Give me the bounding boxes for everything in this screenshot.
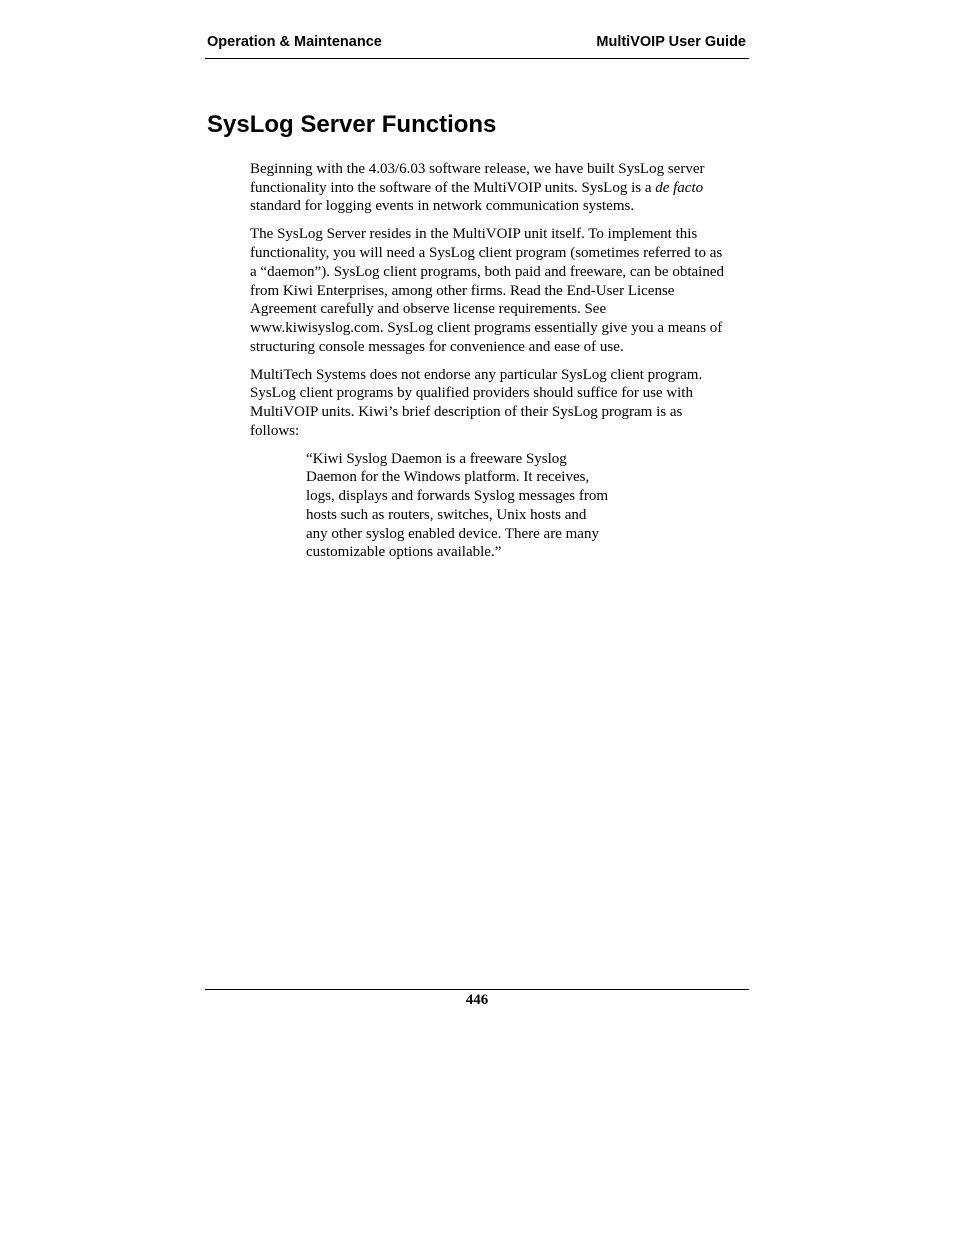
quote-line: customizable options available.”	[306, 544, 502, 561]
text-line: from Kiwi Enterprises, among other firms. Read the End-User License	[250, 282, 675, 299]
header-section-title: Operation & Maintenance	[207, 34, 382, 50]
quote-line: Daemon for the Windows platform. It receives,	[306, 469, 590, 486]
text-line: structuring console messages for convenience and ease of use.	[250, 338, 624, 355]
header-guide-title: MultiVOIP User Guide	[596, 34, 746, 50]
quote-line: any other syslog enabled device. There are many	[306, 525, 599, 542]
paragraph-endorsement	[250, 366, 750, 441]
text-run: functionality into the software of the MultiVOIP units. SysLog is a	[250, 179, 656, 196]
text-line: The SysLog Server resides in the MultiVOIP unit itself. To implement this	[250, 226, 698, 243]
quote-line: “Kiwi Syslog Daemon is a freeware Syslog	[306, 450, 567, 467]
text-line: MultiTech Systems does not endorse any particular SysLog client program.	[250, 366, 703, 383]
text-line: www.kiwisyslog.com. SysLog client programs essentially give you a means of	[250, 319, 723, 336]
text-line: Agreement carefully and observe license requirements. See	[250, 301, 607, 318]
italic-term: de facto	[655, 179, 704, 196]
quote-line: logs, displays and forwards Syslog messages from	[306, 488, 609, 505]
page-number: 446	[465, 992, 489, 1008]
text-line: MultiVOIP units. Kiwi’s brief description of their SysLog program is as	[250, 404, 683, 421]
text-line: functionality, you will need a SysLog client program (sometimes referred to as	[250, 245, 723, 262]
text-line: standard for logging events in network communication systems.	[250, 198, 635, 215]
text-line: follows:	[250, 422, 300, 439]
text-line: Beginning with the 4.03/6.03 software release, we have built SysLog server	[250, 161, 705, 177]
paragraph-intro	[250, 160, 750, 216]
kiwi-quote	[306, 450, 750, 562]
quote-line: hosts such as routers, switches, Unix hosts and	[306, 506, 587, 523]
text-line: a “daemon”). SysLog client programs, both paid and freeware, can be obtained	[250, 263, 724, 280]
paragraph-server-location	[250, 225, 750, 356]
page-header	[205, 33, 749, 59]
section-heading: SysLog Server Functions	[207, 111, 497, 138]
footer-divider	[205, 989, 749, 990]
text-line: SysLog client programs by qualified providers should suffice for use with	[250, 385, 693, 402]
body-content	[250, 160, 750, 562]
text-line	[250, 179, 750, 198]
